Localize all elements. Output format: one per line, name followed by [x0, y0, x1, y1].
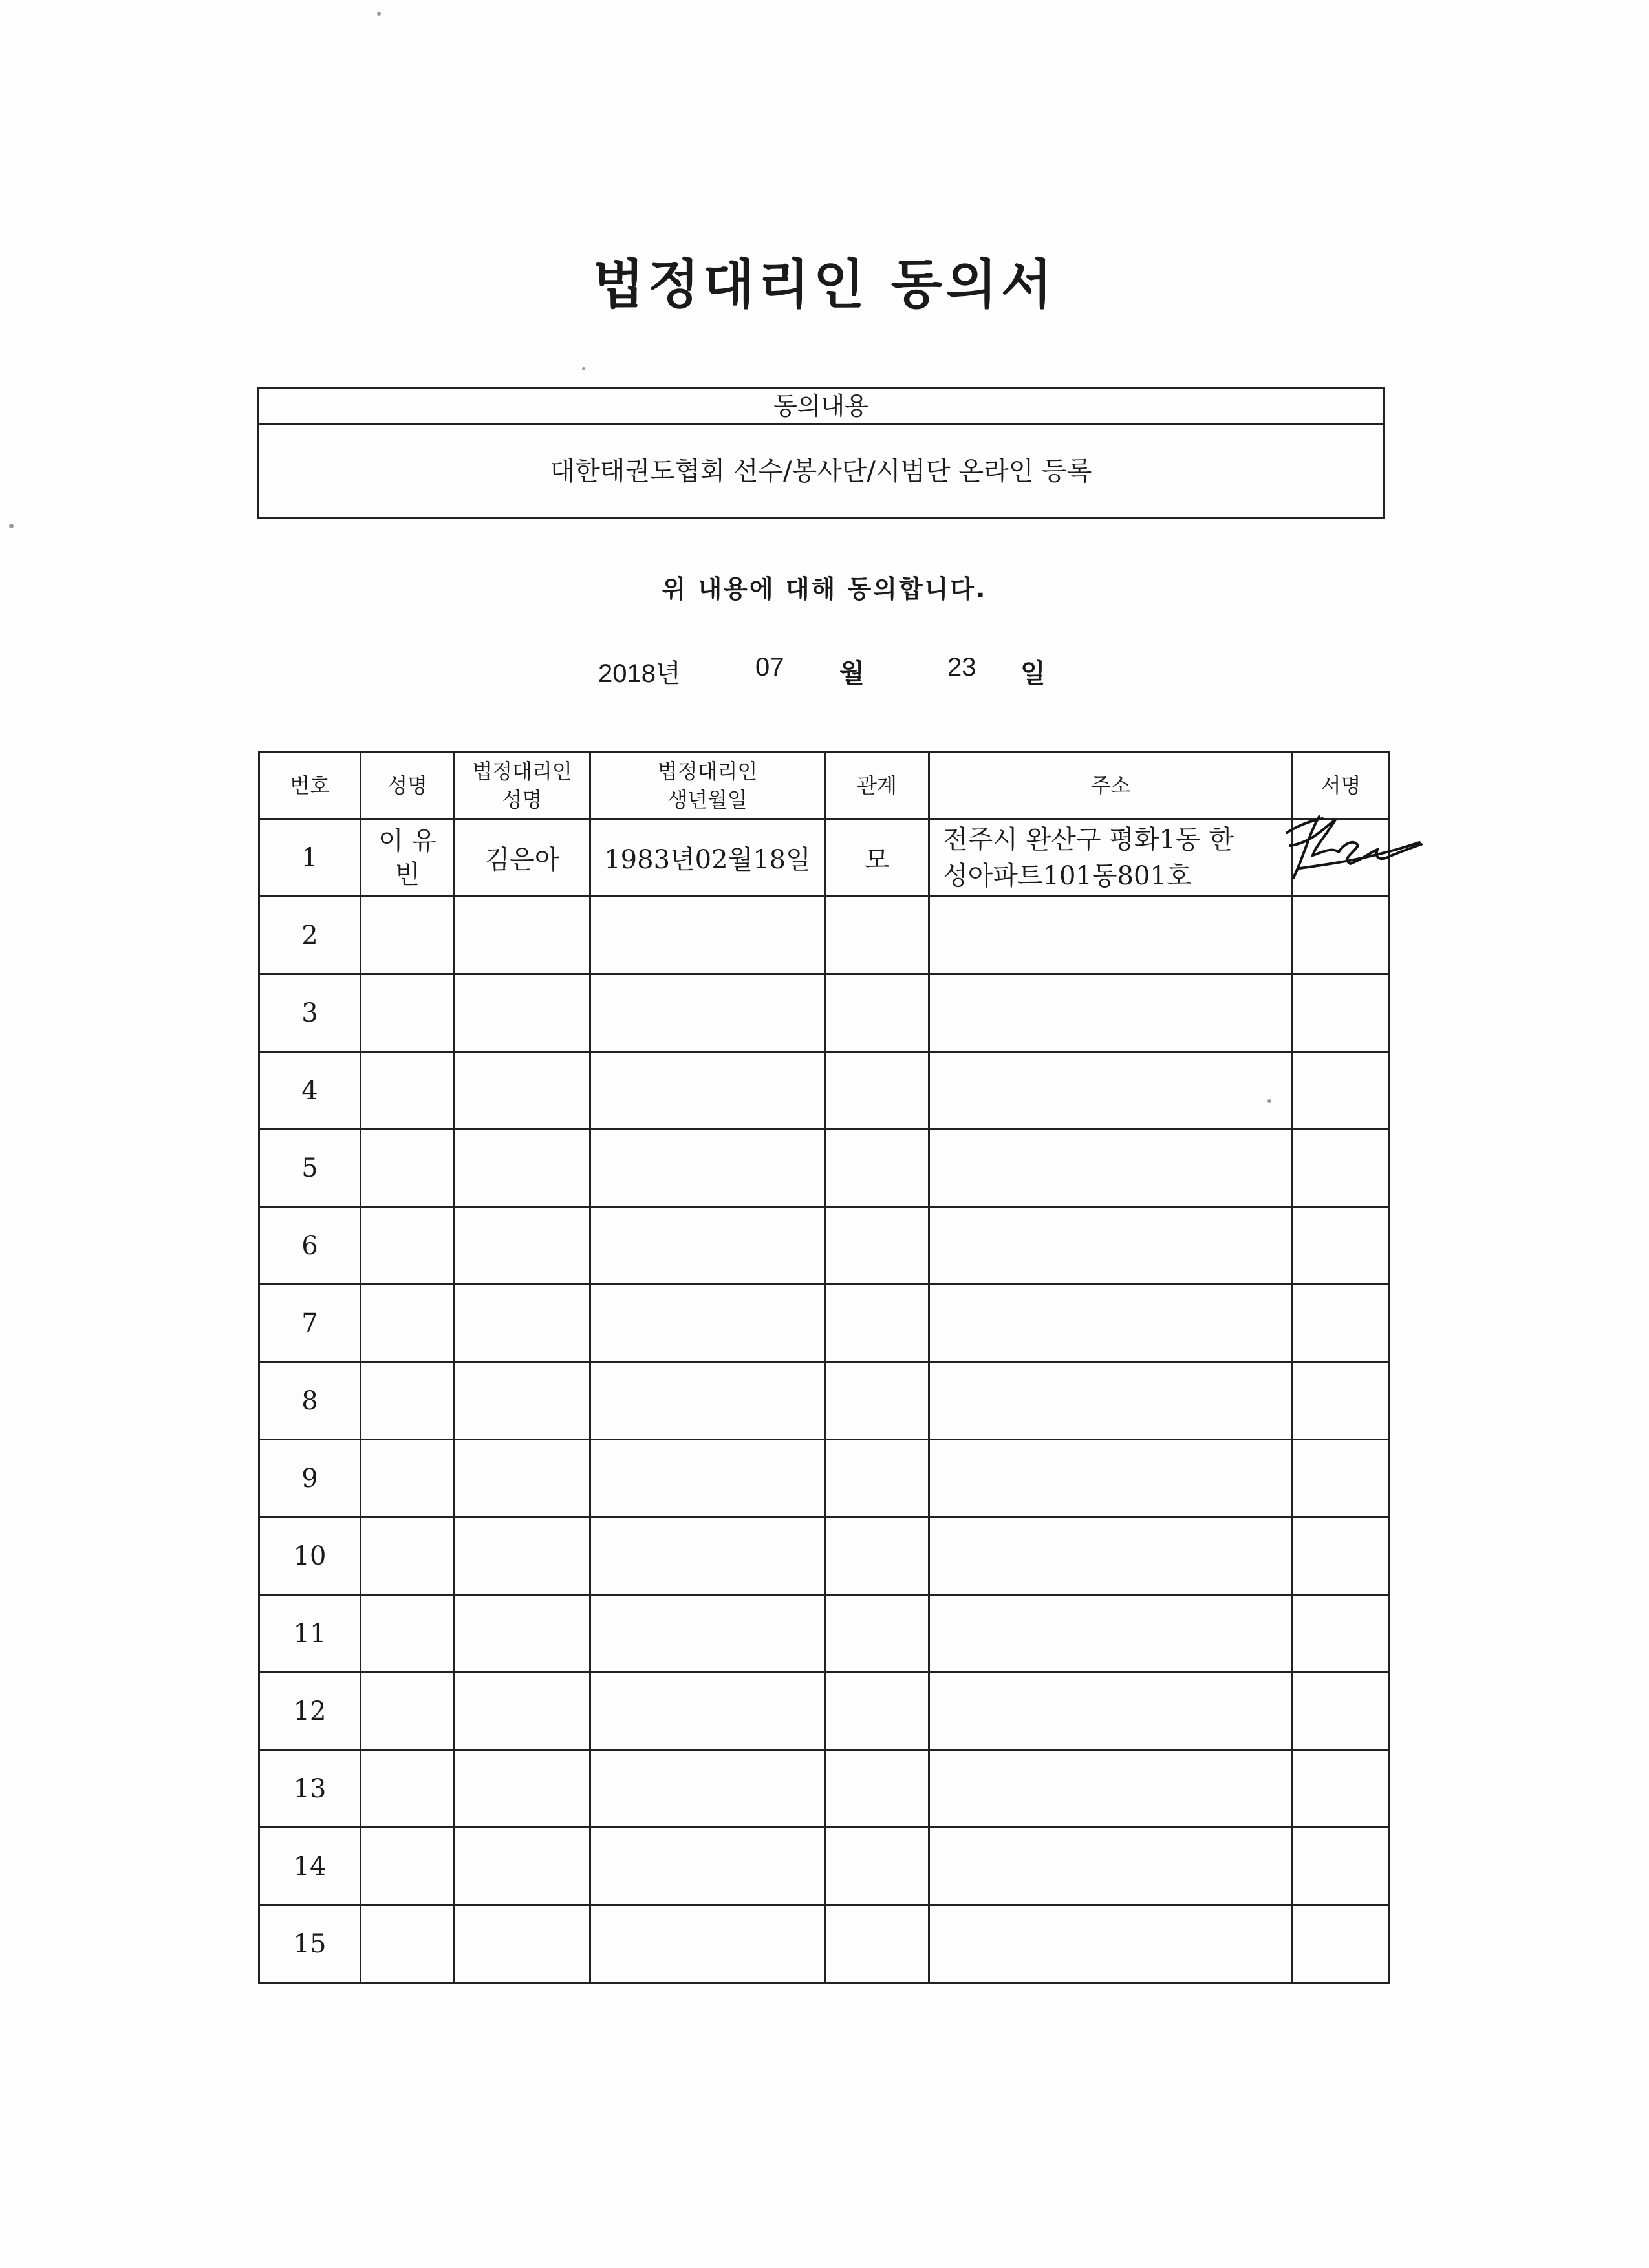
row-name-cell [361, 897, 455, 974]
row-signature-cell [1293, 1129, 1390, 1207]
table-row [259, 1207, 1390, 1285]
row-guardian-birth-cell [590, 1673, 825, 1750]
row-name-cell [361, 974, 455, 1052]
row-relation-cell [825, 1207, 929, 1285]
table-row [259, 897, 1390, 974]
row-number-cell: 4 [259, 1052, 361, 1129]
row-signature-cell [1293, 1828, 1390, 1905]
row-guardian-name-cell [455, 1517, 590, 1595]
table-row [259, 1285, 1390, 1362]
row-number-cell: 12 [259, 1673, 361, 1750]
table-row [259, 1052, 1390, 1129]
row-relation-cell [825, 1517, 929, 1595]
row-guardian-birth-cell [590, 1905, 825, 1983]
row-number-cell: 2 [259, 897, 361, 974]
row-guardian-name-cell [455, 1362, 590, 1440]
table-row [259, 1828, 1390, 1905]
row-guardian-name-cell [455, 1828, 590, 1905]
row-relation-cell [825, 1828, 929, 1905]
row-relation-cell [825, 974, 929, 1052]
guardian-table [258, 751, 1390, 1984]
row-guardian-name-cell [455, 1129, 590, 1207]
row-guardian-birth-cell [590, 974, 825, 1052]
row-name-cell [361, 1750, 455, 1828]
row-address-cell [929, 1129, 1293, 1207]
row-relation-cell [825, 1595, 929, 1673]
row-signature-cell [1293, 1052, 1390, 1129]
header-relation: 관계 [825, 753, 929, 819]
row-guardian-birth-cell [590, 1207, 825, 1285]
row-guardian-name-cell [455, 1440, 590, 1517]
row-name-cell [361, 1828, 455, 1905]
row-name-cell: 이 유 빈 [361, 819, 455, 897]
row-name-cell [361, 1440, 455, 1517]
date-year: 2018년 [598, 659, 681, 688]
header-number: 번호 [259, 753, 361, 819]
row-number-cell: 5 [259, 1129, 361, 1207]
row-guardian-birth-cell [590, 1828, 825, 1905]
row-name-cell [361, 1207, 455, 1285]
row-address-cell [929, 1595, 1293, 1673]
row-guardian-name-cell [455, 1905, 590, 1983]
row-number-cell: 6 [259, 1207, 361, 1285]
table-row [259, 1129, 1390, 1207]
table-header-row [259, 753, 1390, 819]
row-address-cell: 전주시 완산구 평화1동 한 성아파트101동801호 [929, 819, 1293, 897]
row-number-cell: 3 [259, 974, 361, 1052]
consent-content: 대한태권도협회 선수/봉사단/시범단 온라인 등록 [550, 456, 1092, 486]
row-name-cell [361, 1052, 455, 1129]
scan-speck [377, 12, 381, 16]
table-row [259, 819, 1390, 897]
row-address-cell [929, 1905, 1293, 1983]
row-address-cell [929, 1673, 1293, 1750]
row-guardian-birth-cell [590, 1440, 825, 1517]
row-address-cell [929, 1828, 1293, 1905]
scan-speck [9, 524, 14, 528]
row-number-cell: 13 [259, 1750, 361, 1828]
row-address-cell [929, 1517, 1293, 1595]
row-name-cell [361, 1673, 455, 1750]
row-relation-cell [825, 1673, 929, 1750]
date-day-unit: 일 [1020, 659, 1046, 688]
row-guardian-birth-cell [590, 1595, 825, 1673]
scan-speck [582, 367, 585, 370]
row-number-cell: 15 [259, 1905, 361, 1983]
row-address-cell [929, 1750, 1293, 1828]
row-signature-cell [1293, 1440, 1390, 1517]
row-guardian-name-cell [455, 1285, 590, 1362]
header-guardian-name: 법정대리인 성명 [455, 753, 590, 819]
agreement-statement: 위 내용에 대해 동의합니다. [662, 575, 987, 603]
row-address-cell [929, 897, 1293, 974]
table-row [259, 1362, 1390, 1440]
row-number-cell: 10 [259, 1517, 361, 1595]
header-address: 주소 [929, 753, 1293, 819]
row-signature-cell [1293, 1362, 1390, 1440]
table-row [259, 1905, 1390, 1983]
row-relation-cell: 모 [825, 819, 929, 897]
row-relation-cell [825, 897, 929, 974]
table-row [259, 1595, 1390, 1673]
row-address-cell [929, 1207, 1293, 1285]
row-guardian-name-cell [455, 1595, 590, 1673]
date-month-unit: 월 [839, 659, 865, 688]
row-signature-cell [1293, 1207, 1390, 1285]
row-name-cell [361, 1285, 455, 1362]
handwritten-signature [1274, 807, 1423, 891]
row-name-cell [361, 1517, 455, 1595]
row-name-cell [361, 1362, 455, 1440]
row-relation-cell [825, 1362, 929, 1440]
row-guardian-birth-cell [590, 1285, 825, 1362]
row-guardian-birth-cell [590, 1129, 825, 1207]
table-row [259, 1517, 1390, 1595]
row-signature-cell [1293, 819, 1390, 897]
consent-box [257, 387, 1385, 519]
header-guardian-birth: 법정대리인 생년월일 [590, 753, 825, 819]
row-guardian-birth-cell: 1983년02월18일 [590, 819, 825, 897]
row-address-cell [929, 1440, 1293, 1517]
row-relation-cell [825, 1440, 929, 1517]
row-guardian-name-cell: 김은아 [455, 819, 590, 897]
row-signature-cell [1293, 974, 1390, 1052]
table-row [259, 1440, 1390, 1517]
row-name-cell [361, 1905, 455, 1983]
document-title: 법정대리인 동의서 [592, 254, 1057, 316]
header-name: 성명 [361, 753, 455, 819]
row-guardian-name-cell [455, 1750, 590, 1828]
row-guardian-birth-cell [590, 1052, 825, 1129]
row-number-cell: 11 [259, 1595, 361, 1673]
row-signature-cell [1293, 897, 1390, 974]
row-guardian-name-cell [455, 1673, 590, 1750]
row-address-cell [929, 1052, 1293, 1129]
row-signature-cell [1293, 1750, 1390, 1828]
row-relation-cell [825, 1052, 929, 1129]
row-number-cell: 7 [259, 1285, 361, 1362]
row-address-cell [929, 1362, 1293, 1440]
header-signature: 서명 [1293, 753, 1390, 819]
row-address-cell [929, 974, 1293, 1052]
row-guardian-name-cell [455, 1207, 590, 1285]
row-guardian-name-cell [455, 974, 590, 1052]
date-day: 23 [947, 653, 976, 681]
table-row [259, 1673, 1390, 1750]
row-guardian-birth-cell [590, 1362, 825, 1440]
row-guardian-birth-cell [590, 1517, 825, 1595]
row-guardian-name-cell [455, 897, 590, 974]
row-signature-cell [1293, 1517, 1390, 1595]
row-guardian-birth-cell [590, 1750, 825, 1828]
row-signature-cell [1293, 1673, 1390, 1750]
row-relation-cell [825, 1285, 929, 1362]
row-relation-cell [825, 1129, 929, 1207]
row-guardian-birth-cell [590, 897, 825, 974]
row-number-cell: 1 [259, 819, 361, 897]
row-guardian-name-cell [455, 1052, 590, 1129]
consent-header: 동의내용 [259, 389, 1383, 425]
row-relation-cell [825, 1905, 929, 1983]
row-signature-cell [1293, 1595, 1390, 1673]
row-number-cell: 14 [259, 1828, 361, 1905]
table-row [259, 974, 1390, 1052]
row-relation-cell [825, 1750, 929, 1828]
row-address-cell [929, 1285, 1293, 1362]
row-number-cell: 9 [259, 1440, 361, 1517]
table-row [259, 1750, 1390, 1828]
row-name-cell [361, 1129, 455, 1207]
date-month: 07 [755, 653, 784, 681]
row-signature-cell [1293, 1285, 1390, 1362]
row-number-cell: 8 [259, 1362, 361, 1440]
row-name-cell [361, 1595, 455, 1673]
row-signature-cell [1293, 1905, 1390, 1983]
